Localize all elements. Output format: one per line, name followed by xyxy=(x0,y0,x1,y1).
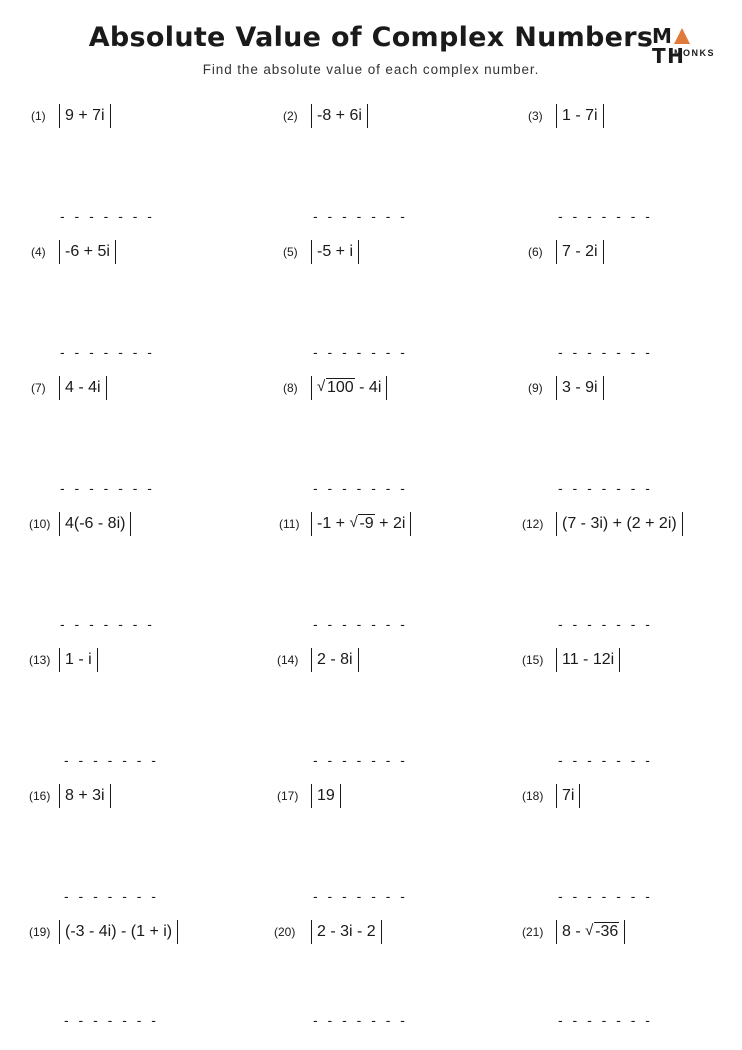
answer-blank[interactable]: - - - - - - - xyxy=(64,752,159,768)
complex-expression xyxy=(556,648,620,672)
expression-text: 3 - 9i xyxy=(562,379,598,396)
radicand: -9 xyxy=(359,515,374,532)
answer-blank[interactable]: - - - - - - - xyxy=(313,344,408,360)
expression-text: -5 + i xyxy=(317,243,354,260)
expression-text-tail: - 4i xyxy=(354,379,382,396)
answer-blank[interactable]: - - - - - - - xyxy=(313,1012,408,1028)
problem-number: (4) xyxy=(31,245,46,259)
expression-text: (-3 - 4i) - (1 + i) xyxy=(65,923,173,940)
answer-blank[interactable]: - - - - - - - xyxy=(64,1012,159,1028)
problem-number: (16) xyxy=(29,789,51,803)
problem-number: (1) xyxy=(31,109,46,123)
problem-number: (11) xyxy=(279,517,300,531)
complex-expression xyxy=(556,240,604,264)
complex-expression xyxy=(556,920,625,944)
answer-blank[interactable]: - - - - - - - xyxy=(60,480,155,496)
complex-expression xyxy=(311,512,411,536)
expression-text: 1 - 7i xyxy=(562,107,598,124)
square-root xyxy=(317,376,355,400)
problem-number: (10) xyxy=(29,517,51,531)
logo-wordmark xyxy=(652,26,722,66)
problem-number: (7) xyxy=(31,381,46,395)
complex-expression xyxy=(311,104,368,128)
expression-text: -6 + 5i xyxy=(65,243,110,260)
logo-subtext: MONKS xyxy=(674,48,715,58)
problem-number: (2) xyxy=(283,109,298,123)
complex-expression xyxy=(556,784,580,808)
expression-text: 9 + 7i xyxy=(65,107,105,124)
answer-blank[interactable]: - - - - - - - xyxy=(313,480,408,496)
answer-blank[interactable]: - - - - - - - xyxy=(558,480,653,496)
math-monks-logo xyxy=(652,24,722,68)
complex-expression xyxy=(59,240,116,264)
answer-blank[interactable]: - - - - - - - xyxy=(313,208,408,224)
expression-text: 2 - 8i xyxy=(317,651,353,668)
problem-number: (5) xyxy=(283,245,298,259)
problem-number: (15) xyxy=(522,653,544,667)
instructions: Find the absolute value of each complex number. xyxy=(202,62,540,77)
radical-icon: √ xyxy=(585,922,594,939)
page-title: Absolute Value of Complex Numbers xyxy=(88,22,654,53)
answer-blank[interactable]: - - - - - - - xyxy=(558,616,653,632)
complex-expression xyxy=(556,376,604,400)
problem-number: (21) xyxy=(522,925,544,939)
answer-blank[interactable]: - - - - - - - xyxy=(558,1012,653,1028)
answer-blank[interactable]: - - - - - - - xyxy=(60,344,155,360)
answer-blank[interactable]: - - - - - - - xyxy=(558,344,653,360)
answer-blank[interactable]: - - - - - - - xyxy=(558,208,653,224)
problem-number: (9) xyxy=(528,381,543,395)
problem-number: (6) xyxy=(528,245,543,259)
square-root xyxy=(349,512,374,536)
complex-expression xyxy=(556,512,683,536)
expression-text: -8 + 6i xyxy=(317,107,362,124)
answer-blank[interactable]: - - - - - - - xyxy=(558,752,653,768)
expression-text: 4 - 4i xyxy=(65,379,101,396)
radical-icon: √ xyxy=(317,378,326,395)
problem-number: (12) xyxy=(522,517,544,531)
expression-text: 2 - 3i - 2 xyxy=(317,923,376,940)
complex-expression xyxy=(59,648,98,672)
problem-number: (8) xyxy=(283,381,298,395)
radicand: -36 xyxy=(595,923,619,940)
answer-blank[interactable]: - - - - - - - xyxy=(60,208,155,224)
radicand: 100 xyxy=(327,379,354,396)
complex-expression xyxy=(59,920,178,944)
complex-expression xyxy=(311,240,359,264)
expression-text: (7 - 3i) + (2 + 2i) xyxy=(562,515,677,532)
expression-text: 19 xyxy=(317,787,335,804)
expression-text: 1 - i xyxy=(65,651,92,668)
problem-number: (3) xyxy=(528,109,543,123)
expression-text: 7i xyxy=(562,787,575,804)
expression-text: -1 + xyxy=(317,515,350,532)
expression-text: 11 - 12i xyxy=(562,651,615,668)
complex-expression xyxy=(311,784,341,808)
complex-expression xyxy=(59,104,111,128)
complex-expression xyxy=(59,376,107,400)
answer-blank[interactable]: - - - - - - - xyxy=(313,752,408,768)
answer-blank[interactable]: - - - - - - - xyxy=(558,888,653,904)
complex-expression xyxy=(556,104,604,128)
problem-number: (20) xyxy=(274,925,296,939)
logo-text-right: TH xyxy=(652,44,686,68)
problem-number: (17) xyxy=(277,789,299,803)
complex-expression xyxy=(311,648,359,672)
complex-expression xyxy=(311,920,382,944)
expression-text: 7 - 2i xyxy=(562,243,598,260)
answer-blank[interactable]: - - - - - - - xyxy=(313,616,408,632)
answer-blank[interactable]: - - - - - - - xyxy=(60,616,155,632)
triangle-icon xyxy=(674,28,690,44)
complex-expression xyxy=(59,784,111,808)
problem-number: (13) xyxy=(29,653,51,667)
expression-text: 8 + 3i xyxy=(65,787,105,804)
complex-expression xyxy=(59,512,131,536)
expression-text: 4(-6 - 8i) xyxy=(65,515,126,532)
logo-text-left: M xyxy=(652,24,674,48)
square-root xyxy=(585,920,619,944)
expression-text: 8 - xyxy=(562,923,586,940)
answer-blank[interactable]: - - - - - - - xyxy=(64,888,159,904)
radical-icon: √ xyxy=(349,514,358,531)
problem-number: (19) xyxy=(29,925,51,939)
complex-expression xyxy=(311,376,387,400)
problem-number: (14) xyxy=(277,653,299,667)
problem-number: (18) xyxy=(522,789,544,803)
answer-blank[interactable]: - - - - - - - xyxy=(313,888,408,904)
expression-text-tail: + 2i xyxy=(374,515,406,532)
